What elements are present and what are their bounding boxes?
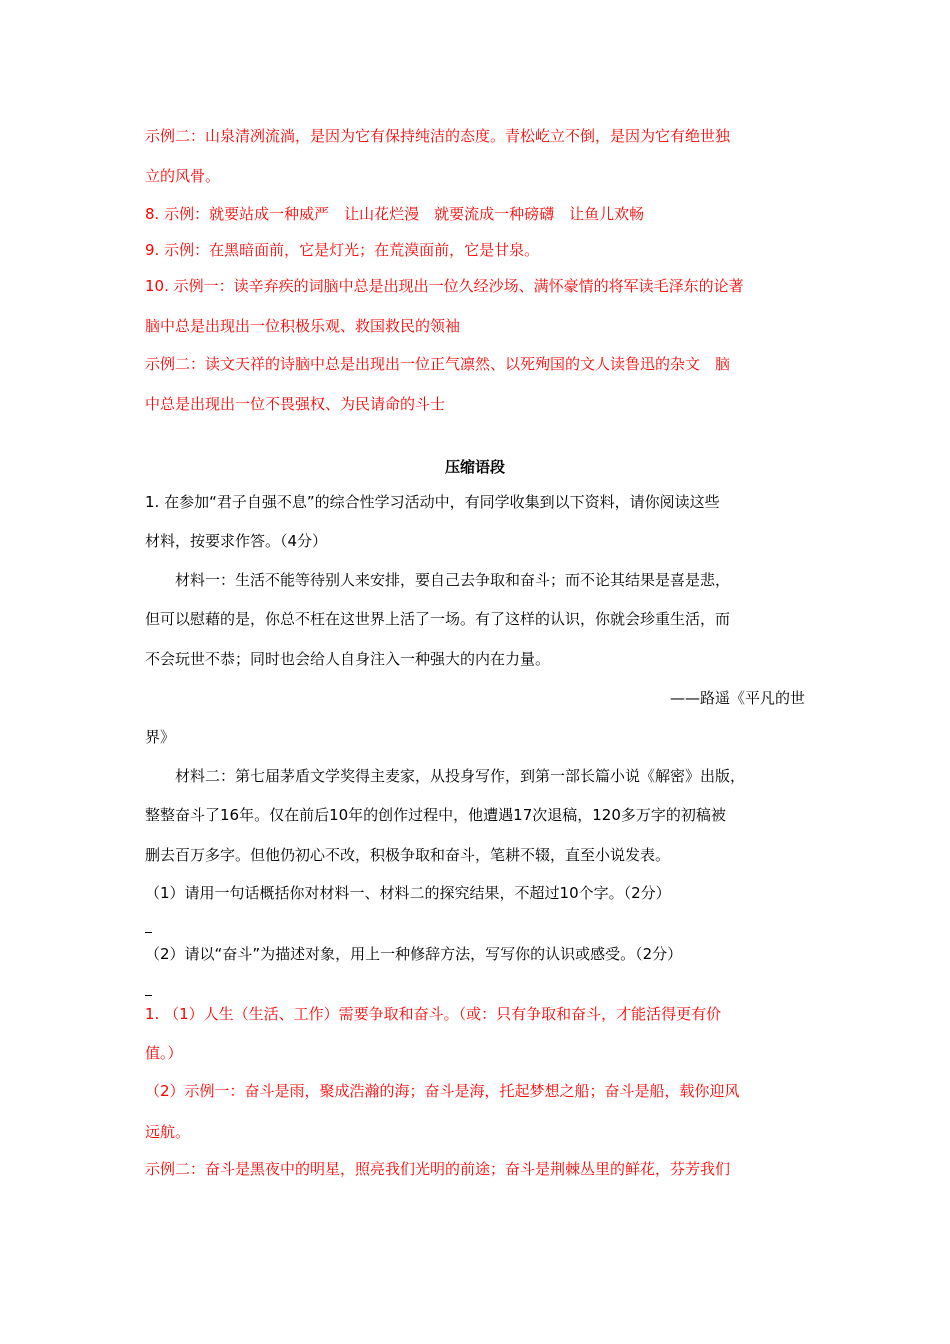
material-one-source: ——路遥《平凡的世 bbox=[669, 689, 805, 707]
answer-line: 9. 示例：在黑暗面前，它是灯光；在荒漠面前，它是甘泉。 bbox=[145, 241, 540, 259]
section-title: 压缩语段 bbox=[444, 458, 505, 476]
answer-line: 10. 示例一：读辛弃疾的词脑中总是出现出一位久经沙场、满怀豪情的将军读毛泽东的论著 bbox=[145, 277, 744, 295]
material-one-text: 不会玩世不恭；同时也会给人自身注入一种强大的内在力量。 bbox=[145, 650, 551, 668]
answer-line: 远航。 bbox=[145, 1123, 191, 1141]
answer-line: 8. 示例：就要站成一种威严 让山花烂漫 就要流成一种磅礴 让鱼儿欢畅 bbox=[145, 205, 645, 223]
material-one-text: 但可以慰藉的是，你总不枉在这世界上活了一场。有了这样的认识，你就会珍重生活，而 bbox=[145, 610, 731, 628]
answer-line: 示例二：奋斗是黑夜中的明星，照亮我们光明的前途；奋斗是荆棘丛里的鲜花，芬芳我们 bbox=[145, 1160, 731, 1178]
material-one-source: 界》 bbox=[145, 728, 176, 746]
material-two-text: 删去百万多字。但他仍初心不改，积极争取和奋斗，笔耕不辍，直至小说发表。 bbox=[145, 846, 671, 864]
answer-line: 示例二：读文天祥的诗脑中总是出现出一位正气凛然、以死殉国的文人读鲁迅的杂文 脑 bbox=[145, 355, 731, 373]
answer-line: （2）示例一：奋斗是雨，聚成浩瀚的海；奋斗是海，托起梦想之船；奋斗是船，载你迎风 bbox=[145, 1082, 740, 1100]
sub-question-1: （1）请用一句话概括你对材料一、材料二的探究结果，不超过10个字。（2分） bbox=[145, 884, 671, 902]
question-intro: 1. 在参加“君子自强不息”的综合性学习活动中，有同学收集到以下资料，请你阅读这些 bbox=[145, 493, 720, 511]
question-intro: 材料，按要求作答。（4分） bbox=[145, 532, 328, 550]
sub-question-2: （2）请以“奋斗”为描述对象，用上一种修辞方法，写写你的认识或感受。（2分） bbox=[145, 945, 683, 963]
answer-blank-2 bbox=[145, 995, 152, 996]
material-two-text: 材料二：第七届茅盾文学奖得主麦家，从投身写作，到第一部长篇小说《解密》出版， bbox=[175, 767, 746, 785]
answer-line: 值。） bbox=[145, 1044, 183, 1062]
answer-line: 中总是出现出一位不畏强权、为民请命的斗士 bbox=[145, 395, 446, 413]
answer-line: 立的风骨。 bbox=[145, 167, 221, 185]
answer-line: 示例二：山泉清冽流淌，是因为它有保持纯洁的态度。青松屹立不倒，是因为它有绝世独 bbox=[145, 127, 731, 145]
material-one-text: 材料一：生活不能等待别人来安排，要自己去争取和奋斗；而不论其结果是喜是悲， bbox=[175, 571, 731, 589]
answer-blank-1 bbox=[145, 932, 152, 933]
answer-line: 脑中总是出现出一位积极乐观、救国救民的领袖 bbox=[145, 317, 461, 335]
answer-line: 1. （1）人生（生活、工作）需要争取和奋斗。（或：只有争取和奋斗，才能活得更有价 bbox=[145, 1005, 722, 1023]
material-two-text: 整整奋斗了16年。仅在前后10年的创作过程中，他遭遇17次退稿，120多万字的初稿被 bbox=[145, 806, 726, 824]
